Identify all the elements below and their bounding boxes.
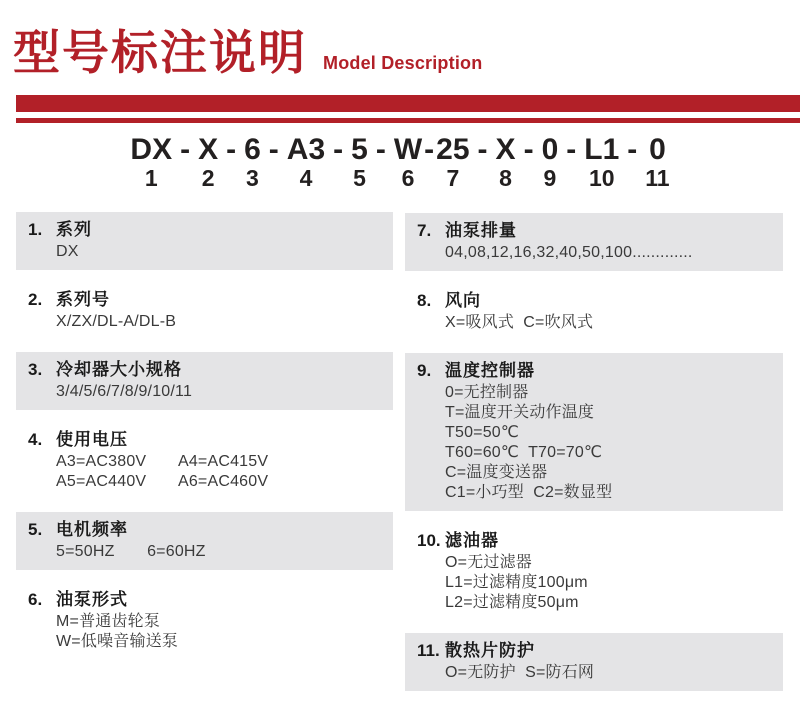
spec-block-number: 10. <box>417 531 441 550</box>
spec-block-lines <box>28 612 385 652</box>
code-segment <box>542 135 559 191</box>
spec-block-header <box>28 358 385 382</box>
spec-block-lines <box>417 553 775 613</box>
code-segment-text: A3 <box>286 133 326 166</box>
code-segment-text: X <box>198 133 219 166</box>
spec-block-number: 9. <box>417 361 432 380</box>
spec-block <box>405 353 783 511</box>
code-segment <box>584 135 619 191</box>
code-separator: - <box>375 133 386 166</box>
code-segment-text: 5 <box>351 133 368 166</box>
code-segment-text: X <box>495 133 516 166</box>
code-segment <box>198 135 218 191</box>
page-subtitle: Model Description <box>323 53 483 73</box>
code-segment-text: 25 <box>436 133 470 166</box>
value-line: C=温度变送器 <box>445 464 548 481</box>
spec-block-lines <box>28 312 385 332</box>
spec-block-number: 4. <box>28 430 43 449</box>
spec-block-lines <box>28 542 385 562</box>
spec-block-header <box>28 428 385 452</box>
code-separator: - <box>180 133 191 166</box>
spec-block-number: 5. <box>28 520 43 539</box>
code-separator: - <box>627 133 638 166</box>
value-line: A5=AC440V A6=AC460V <box>56 473 269 490</box>
code-separator: - <box>523 133 534 166</box>
value-line: C1=小巧型 C2=数显型 <box>445 484 613 501</box>
value-line: DX <box>56 243 79 260</box>
spec-block-number: 3. <box>28 360 43 379</box>
code-segment-number: 4 <box>299 165 313 191</box>
code-separator: - <box>566 133 577 166</box>
spec-block <box>16 282 393 340</box>
spec-block <box>405 523 783 621</box>
value-line: M=普通齿轮泵 <box>56 613 161 630</box>
code-segment-text: W <box>393 133 423 166</box>
spec-block-lines <box>417 243 775 263</box>
spec-block-lines <box>417 313 775 333</box>
spec-block <box>405 213 783 271</box>
value-line: 0=无控制器 <box>445 384 529 401</box>
code-segment-text: L1 <box>584 133 620 166</box>
model-code-row <box>0 135 800 191</box>
code-segment-number: 6 <box>401 165 415 191</box>
value-line: A3=AC380V A4=AC415V <box>56 453 269 470</box>
value-line: 04,08,12,16,32,40,50,100............. <box>445 244 693 261</box>
spec-block-title: 使用电压 <box>56 430 128 449</box>
code-separator: - <box>226 133 237 166</box>
spec-block-lines <box>28 452 385 492</box>
value-line: X=吸风式 C=吹风式 <box>445 314 594 331</box>
code-segment-number: 9 <box>543 165 557 191</box>
code-segment <box>130 135 172 191</box>
value-line: O=无防护 S=防石网 <box>445 664 595 681</box>
spec-block <box>16 512 393 570</box>
code-segment-number: 7 <box>446 165 460 191</box>
spec-block-header <box>28 218 385 242</box>
spec-block-title: 油泵排量 <box>445 221 517 240</box>
spec-block-lines <box>417 663 775 683</box>
value-line: T50=50℃ <box>445 424 520 441</box>
value-line: 5=50HZ 6=60HZ <box>56 543 206 560</box>
code-separator: - <box>477 133 488 166</box>
code-segment-text: 0 <box>541 133 559 166</box>
spec-block-number: 2. <box>28 290 43 309</box>
code-segment-text: 0 <box>649 133 666 166</box>
spec-block-header <box>417 289 775 313</box>
code-separator: - <box>333 133 344 166</box>
value-line: 3/4/5/6/7/8/9/10/11 <box>56 383 193 400</box>
spec-block-header <box>417 219 775 243</box>
spec-block-header <box>417 359 775 383</box>
value-line: T=温度开关动作温度 <box>445 404 595 421</box>
column-right <box>405 213 783 703</box>
code-segment <box>496 135 516 191</box>
spec-block-title: 温度控制器 <box>445 361 535 380</box>
code-segment <box>351 135 368 191</box>
spec-block-header <box>28 288 385 312</box>
page-title: 型号标注说明 <box>13 26 307 79</box>
spec-block-number: 1. <box>28 220 43 239</box>
spec-block-number: 7. <box>417 221 432 240</box>
spec-block <box>16 352 393 410</box>
spec-block-header <box>417 529 775 553</box>
spec-block <box>405 633 783 691</box>
spec-block-title: 油泵形式 <box>56 590 128 609</box>
divider-bar-thick <box>16 95 800 112</box>
spec-block-lines <box>28 242 385 262</box>
spec-block <box>16 422 393 500</box>
spec-block-title: 滤油器 <box>445 531 499 550</box>
code-segment-number: 11 <box>645 165 670 191</box>
spec-block-number: 11. <box>417 641 440 660</box>
code-segment-number: 2 <box>201 165 215 191</box>
code-segment-number: 8 <box>499 165 512 191</box>
spec-block <box>405 283 783 341</box>
code-separator: - <box>424 133 435 166</box>
code-segment <box>394 135 422 191</box>
value-line: O=无过滤器 <box>445 554 532 571</box>
code-segment <box>287 135 325 191</box>
page-header <box>13 24 790 83</box>
spec-block-lines <box>28 382 385 402</box>
code-segment-text: 6 <box>244 133 261 166</box>
spec-block-number: 6. <box>28 590 43 609</box>
code-segment-number: 10 <box>588 165 615 191</box>
code-segment-number: 3 <box>246 165 259 191</box>
divider-bar-thin <box>16 118 800 123</box>
spec-block-title: 系列号 <box>56 290 110 309</box>
spec-block-header <box>417 639 775 663</box>
code-segment-number: 1 <box>144 165 158 191</box>
spec-block-number: 8. <box>417 291 432 310</box>
code-separator: - <box>268 133 279 166</box>
spec-block-header <box>28 518 385 542</box>
value-line: X/ZX/DL-A/DL-B <box>56 313 177 330</box>
spec-block <box>16 582 393 660</box>
spec-block-header <box>28 588 385 612</box>
column-left <box>16 212 393 672</box>
spec-block <box>16 212 393 270</box>
code-segment <box>244 135 261 191</box>
code-segment <box>436 135 469 191</box>
spec-block-title: 冷却器大小规格 <box>56 360 182 379</box>
value-line: W=低噪音输送泵 <box>56 633 179 650</box>
spec-block-title: 系列 <box>56 220 92 239</box>
spec-block-title: 散热片防护 <box>445 641 535 660</box>
spec-block-lines <box>417 383 775 503</box>
code-segment-number: 5 <box>353 165 366 191</box>
value-line: T60=60℃ T70=70℃ <box>445 444 603 461</box>
spec-block-title: 风向 <box>445 291 481 310</box>
value-line: L2=过滤精度50μm <box>445 594 579 611</box>
spec-block-title: 电机频率 <box>56 520 128 539</box>
value-line: L1=过滤精度100μm <box>445 574 588 591</box>
code-segment <box>645 135 669 191</box>
code-segment-text: DX <box>130 133 173 166</box>
